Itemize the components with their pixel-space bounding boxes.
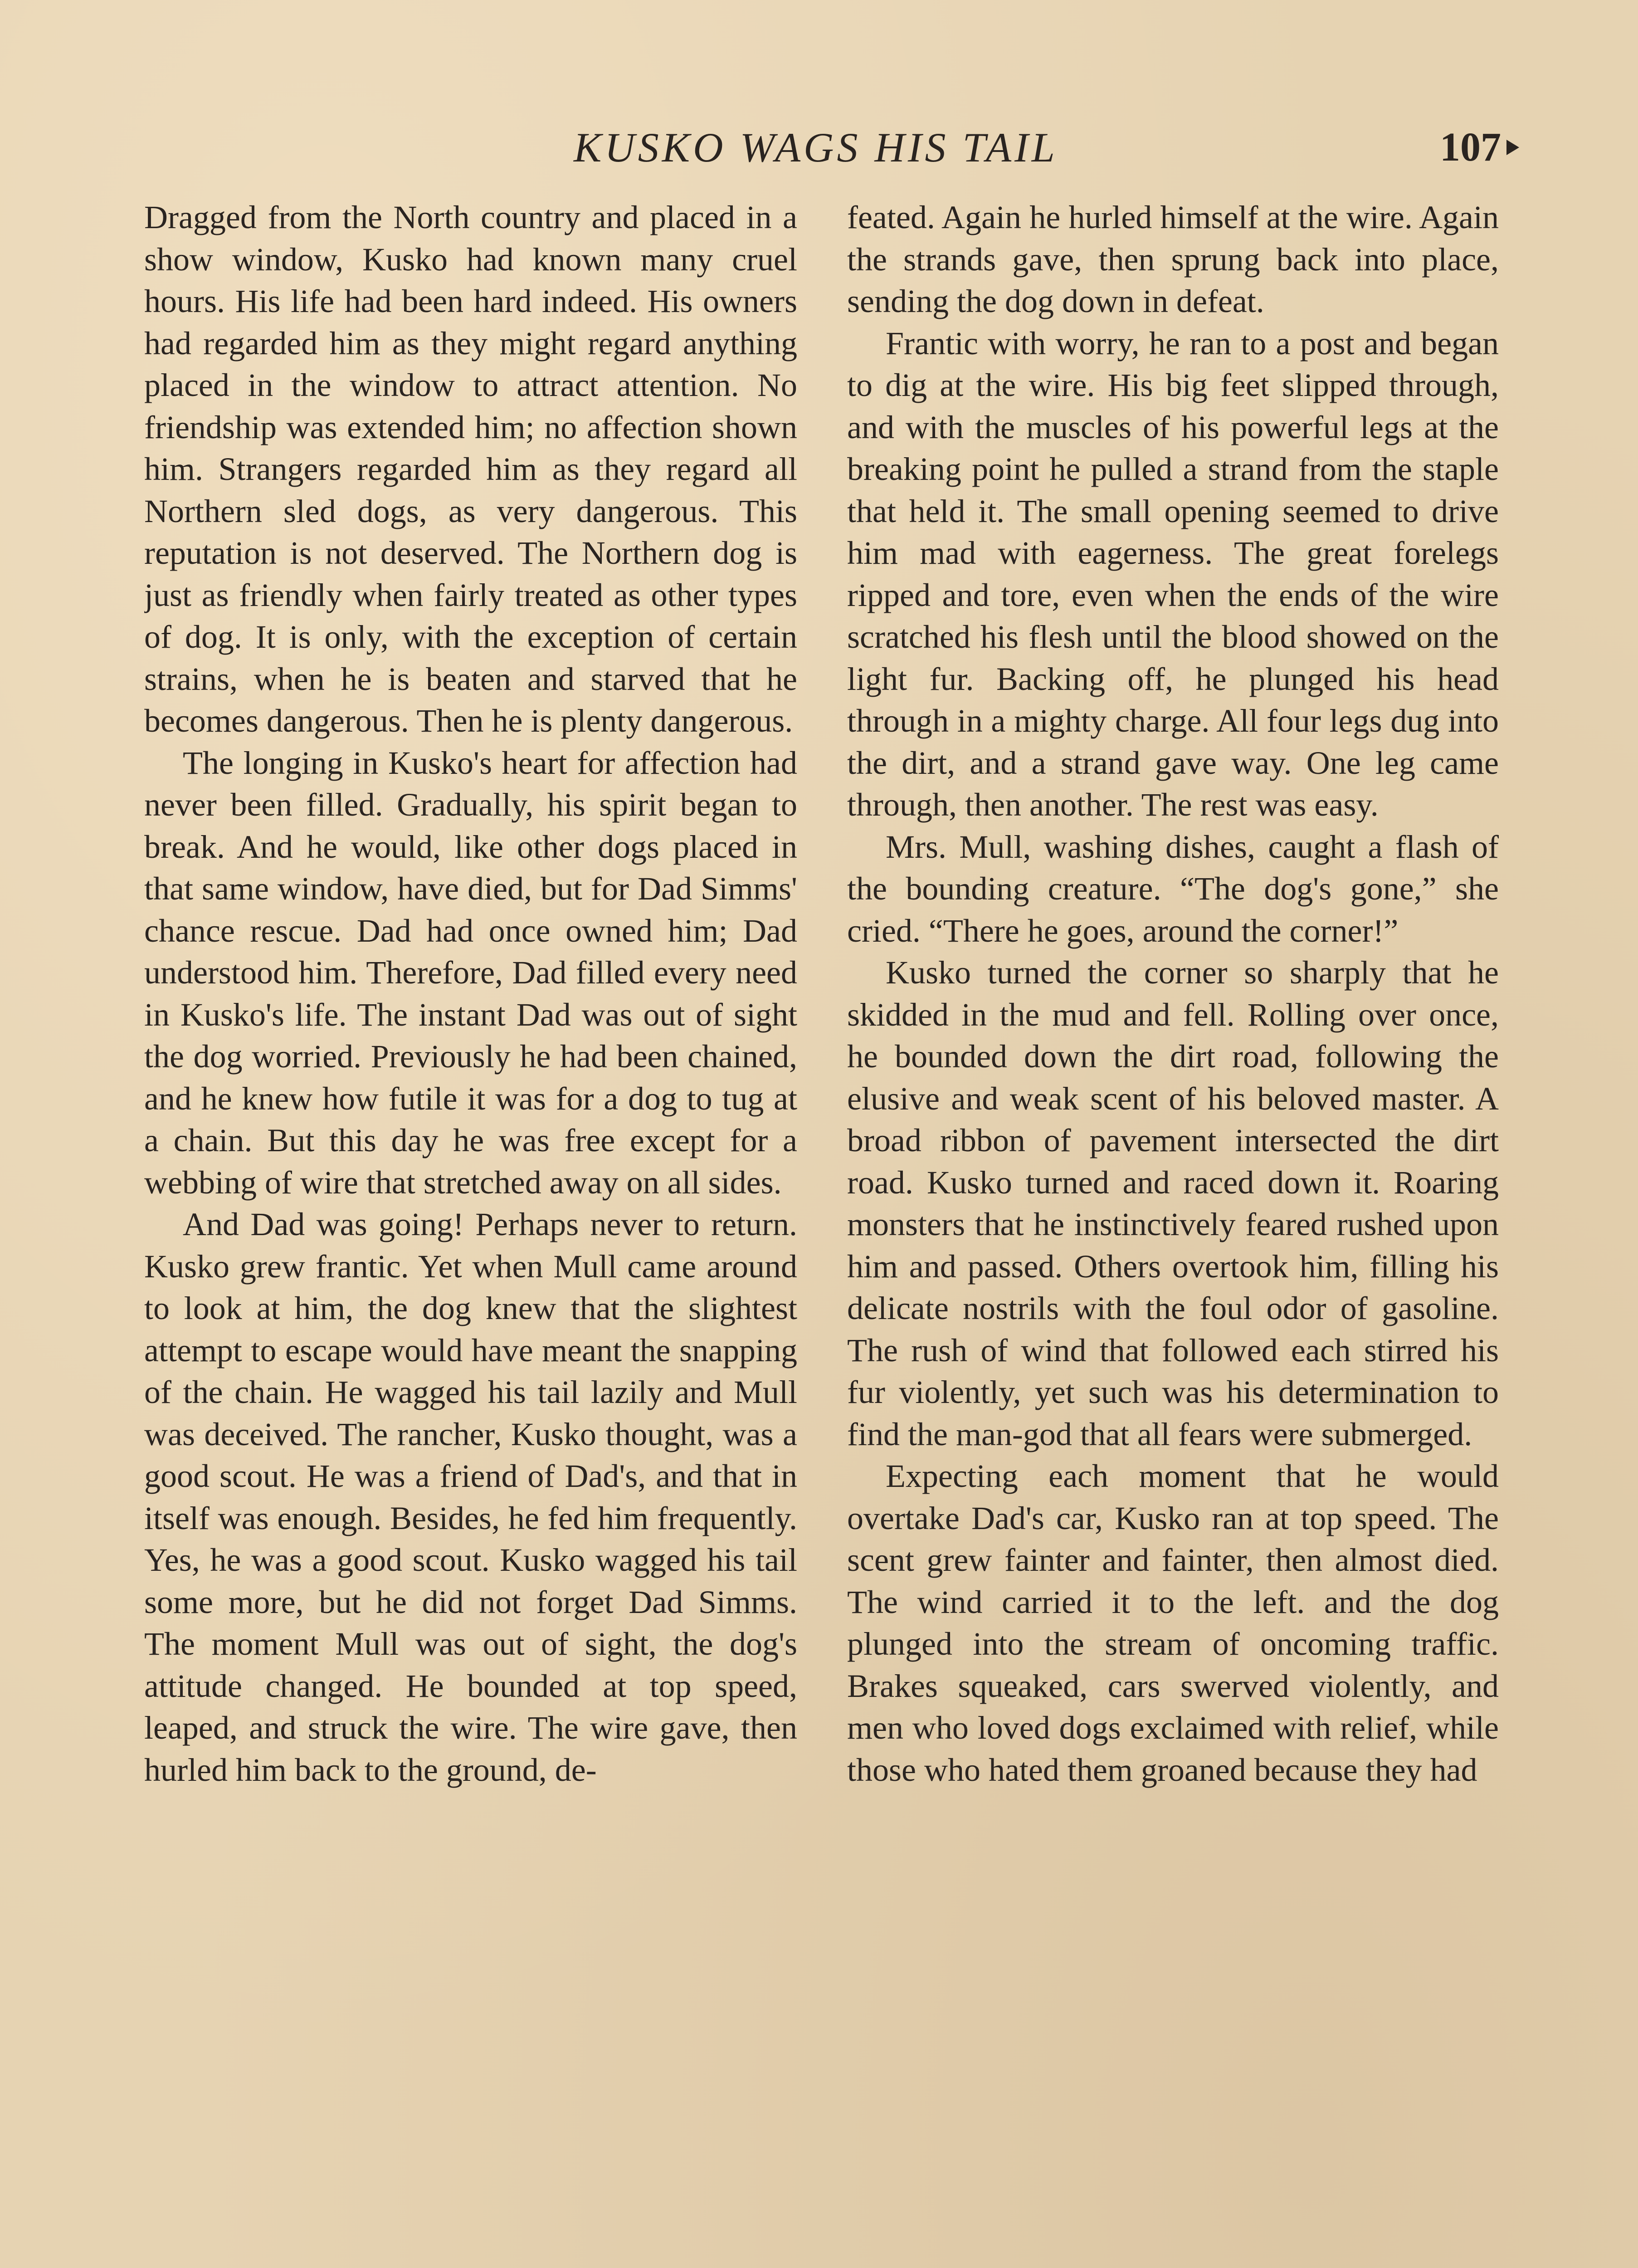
left-column [144, 196, 797, 2268]
paragraph: And Dad was going! Perhaps never to return. Kusko grew frantic. Yet when Mull came around to look at him, the dog knew that the slightest attempt to escape would have meant the snapping of the chain. He wagged his tail lazily and Mull was deceived. The rancher, Kusko thought, was a good scout. He was a friend of Dad's, and that in itself was enough. Besides, he fed him frequently. Yes, he was a good scout. Kusko wagged his tail some more, but he did not forget Dad Simms. The moment Mull was out of sight, the dog's attitude changed. He bounded at top speed, leaped, and struck the wire. The wire gave, then hurled him back to the ground, de- [144, 1206, 797, 1788]
paragraph: Kusko turned the corner so sharply that he skidded in the mud and fell. Rolling over once, he bounded down the dirt road, following the elusive and weak scent of his beloved master. A broad ribbon of pavement intersected the dirt road. Kusko turned and raced down it. Roaring monsters that he instinctively feared rushed upon him and passed. Others overtook him, filling his delicate nostrils with the foul odor of gasoline. The rush of wind that followed each stirred his fur violently, yet such was his determination to find the man-god that all fears were submerged. [847, 954, 1499, 1452]
page-header [0, 113, 1638, 181]
paragraph: Frantic with worry, he ran to a post and began to dig at the wire. His big feet slipped through, and with the muscles of his powerful legs at the breaking point he pulled a strand from the staple that held it. The small opening seemed to drive him mad with eagerness. The great forelegs ripped and tore, even when the ends of the wire scratched his flesh until the blood showed on the light fur. Backing off, he plunged his head through in a mighty charge. All four legs dug into the dirt, and a strand gave way. One leg came through, then another. The rest was easy. [847, 325, 1499, 823]
paragraph: The longing in Kusko's heart for affection had never been filled. Gradually, his spirit began to break. And he would, like other dogs placed in that same window, have died, but for Dad Simms' chance rescue. Dad had once owned him; Dad understood him. Therefore, Dad filled every need in Kusko's life. The instant Dad was out of sight the dog worried. Previously he had been chained, and he knew how futile it was for a dog to tug at a chain. But this day he was free except for a webbing of wire that stretched away on all sides. [144, 744, 797, 1201]
paragraph: Dragged from the North country and placed in a show window, Kusko had known many cruel hours. His life had been hard indeed. His owners had regarded him as they might regard anything placed in the window to attract attention. No friendship was extended him; no affection shown him. Strangers regarded him as they regard all Northern sled dogs, as very dangerous. This reputation is not deserved. The Northern dog is just as friendly when fairly treated as other types of dog. It is only, with the exception of certain strains, when he is beaten and starved that he becomes dangerous. Then he is plenty dangerous. [144, 199, 797, 739]
paragraph: feated. Again he hurled himself at the wire. Again the strands gave, then sprung back into place, sending the dog down in defeat. [847, 199, 1499, 319]
running-title: KUSKO WAGS HIS TAIL [574, 124, 1058, 171]
paragraph: Expecting each moment that he would overtake Dad's car, Kusko ran at top speed. The scent grew fainter and fainter, then almost died. The wind carried it to the left. and the dog plunged into the stream of oncoming traffic. Brakes squeaked, cars swerved violently, and men who loved dogs exclaimed with relief, while those who hated them groaned because they had [847, 1458, 1499, 1788]
paragraph: Mrs. Mull, washing dishes, caught a flash of the bounding creature. “The dog's gone,” she cried. “There he goes, around the corner!” [847, 828, 1499, 949]
right-column [847, 196, 1499, 2268]
page-number: 107 [1440, 125, 1501, 170]
arrow-icon [1506, 140, 1519, 155]
